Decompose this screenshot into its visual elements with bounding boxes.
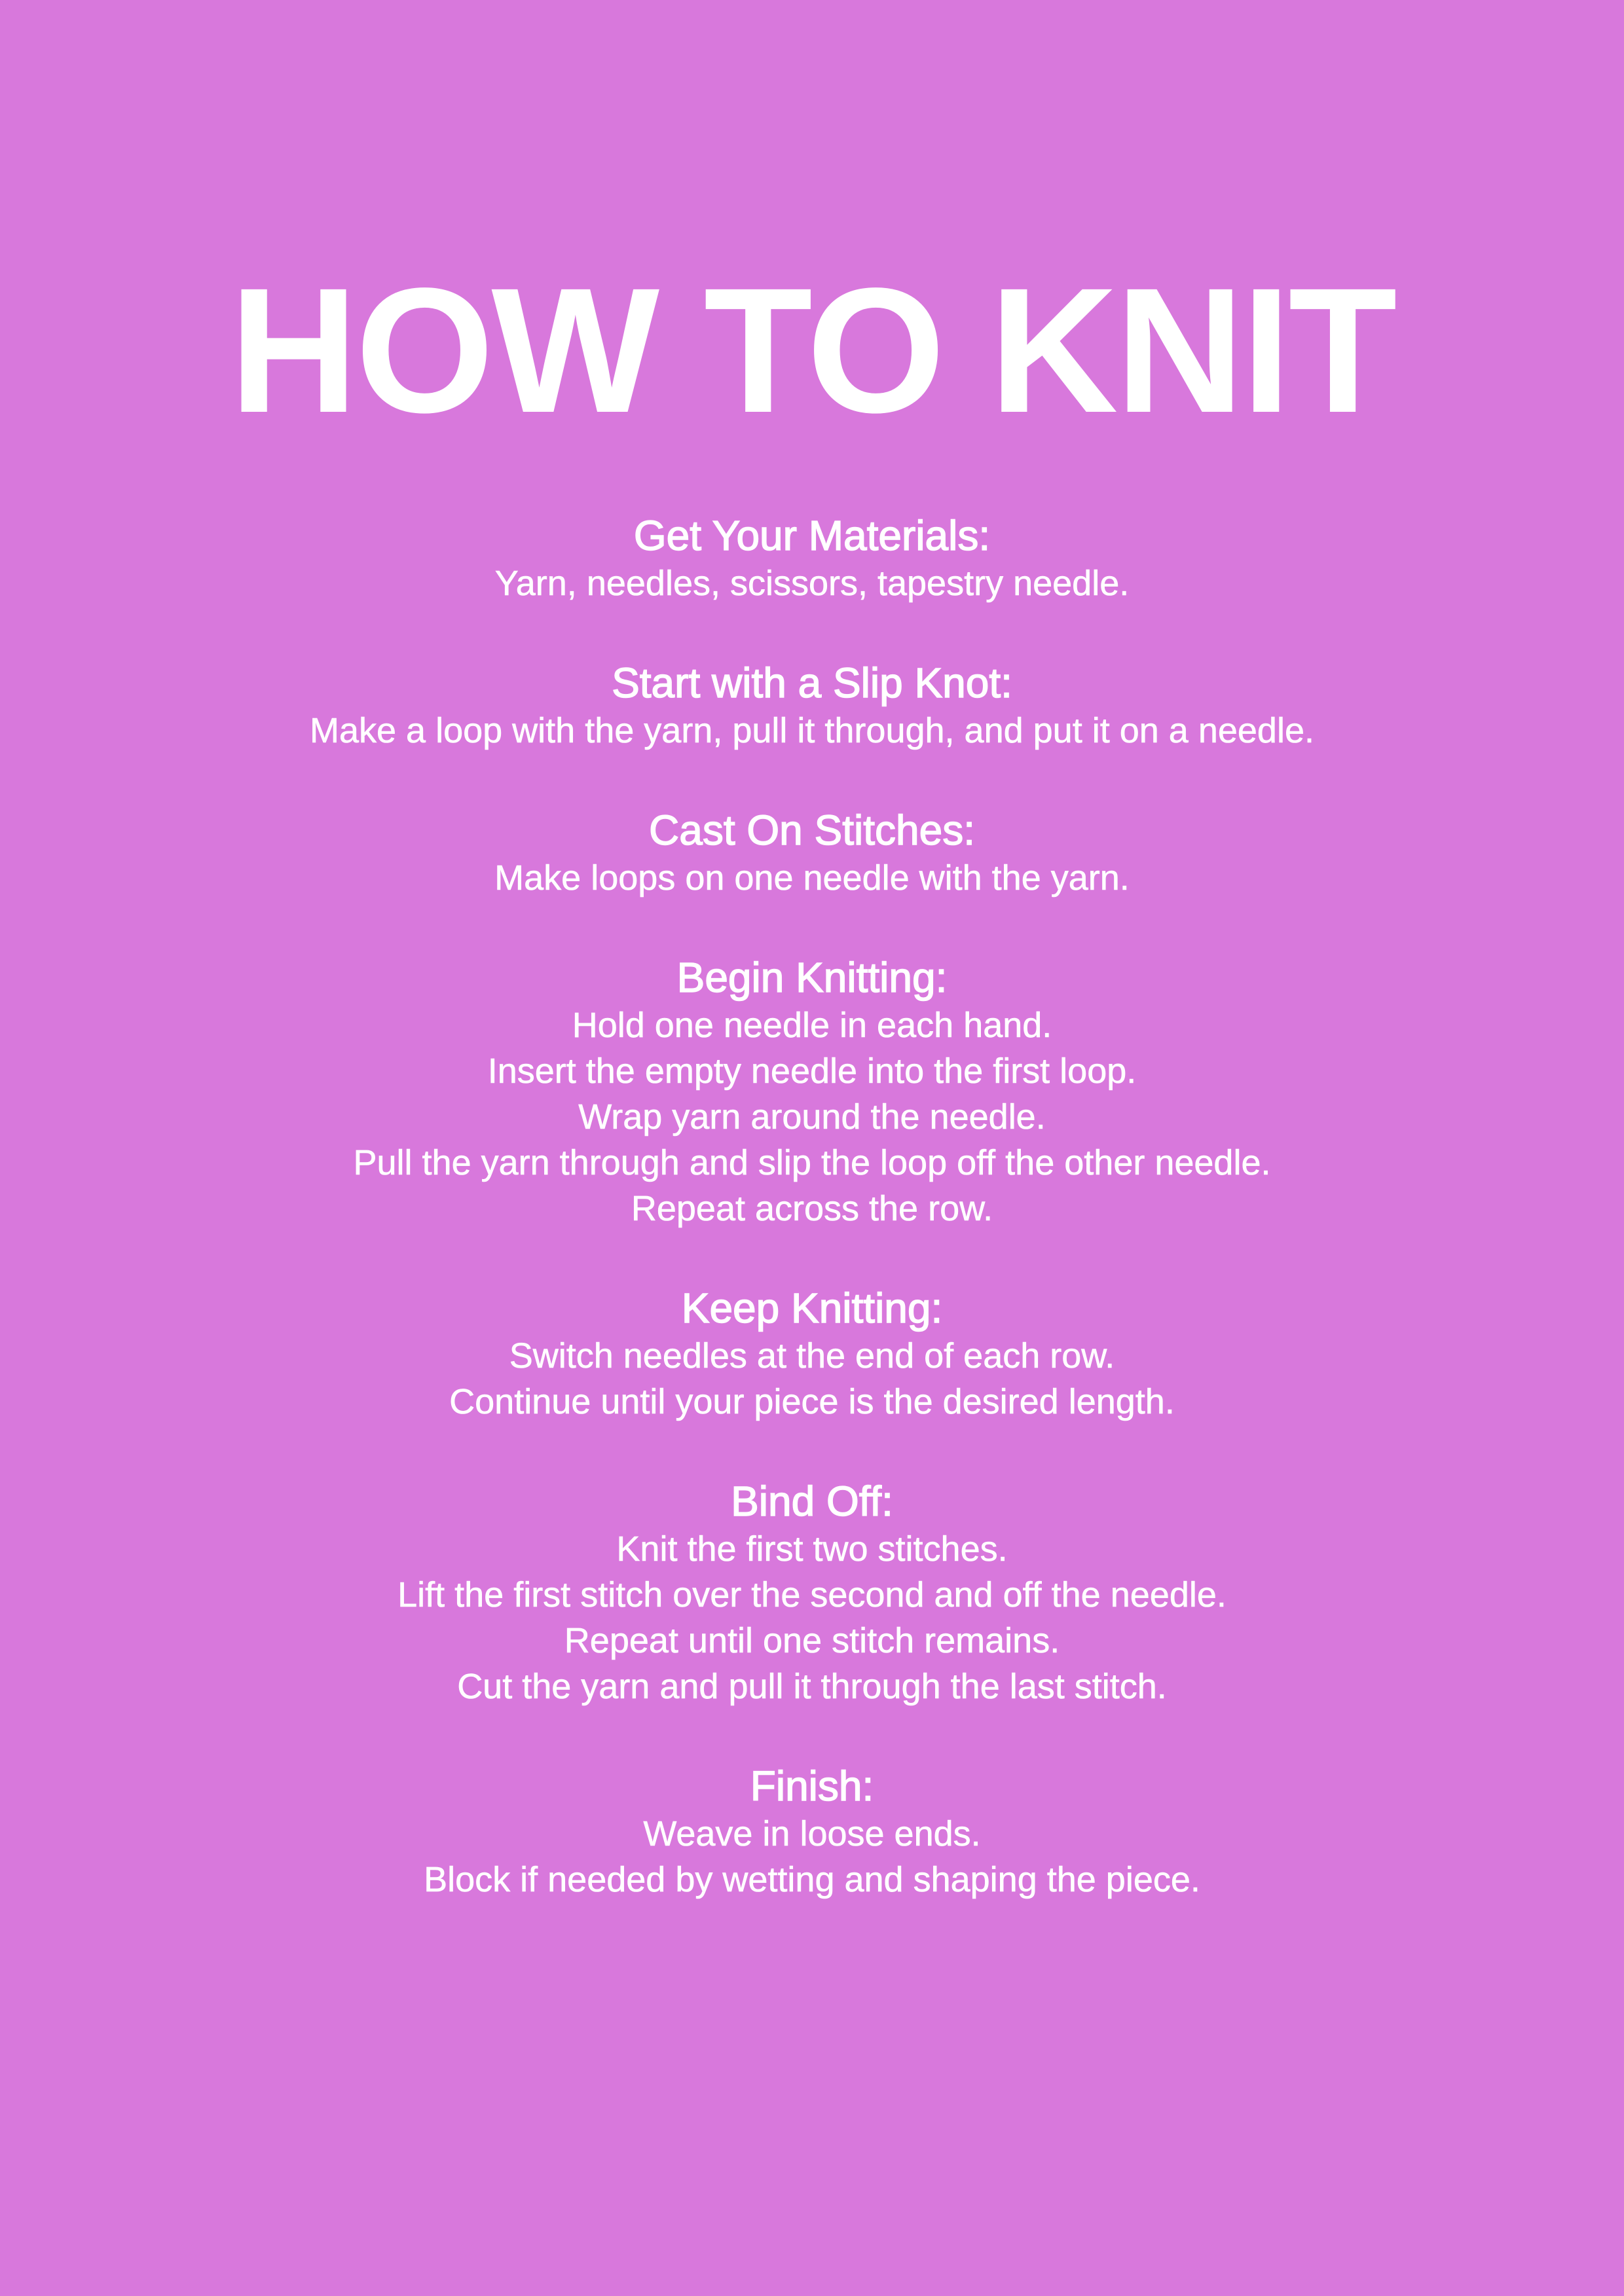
step-line: Block if needed by wetting and shaping the piece. bbox=[424, 1860, 1200, 1899]
step-line: Continue until your piece is the desired length. bbox=[449, 1382, 1175, 1421]
step-line: Repeat until one stitch remains. bbox=[564, 1621, 1060, 1660]
step-heading: Begin Knitting: bbox=[676, 954, 948, 1001]
step-line: Yarn, needles, scissors, tapestry needle. bbox=[494, 564, 1130, 603]
step-line: Hold one needle in each hand. bbox=[572, 1006, 1052, 1045]
step-line: Pull the yarn through and slip the loop off the other needle. bbox=[353, 1143, 1271, 1182]
step-line: Cut the yarn and pull it through the last stitch. bbox=[457, 1667, 1167, 1706]
step-get-materials bbox=[0, 511, 1624, 606]
step-line: Wrap yarn around the needle. bbox=[578, 1097, 1046, 1137]
step-begin-knitting bbox=[0, 953, 1624, 1231]
page-title: HOW TO KNIT bbox=[229, 251, 1395, 450]
step-heading: Cast On Stitches: bbox=[649, 807, 975, 854]
step-line: Make a loop with the yarn, pull it through, and put it on a needle. bbox=[310, 711, 1314, 750]
step-line: Lift the first stitch over the second and off the needle. bbox=[397, 1575, 1227, 1614]
step-bind-off bbox=[0, 1476, 1624, 1709]
step-line: Weave in loose ends. bbox=[643, 1814, 981, 1853]
step-line: Make loops on one needle with the yarn. bbox=[494, 858, 1130, 898]
step-heading: Keep Knitting: bbox=[681, 1285, 943, 1332]
step-line: Switch needles at the end of each row. bbox=[509, 1336, 1115, 1376]
step-line: Knit the first two stitches. bbox=[616, 1529, 1008, 1569]
step-cast-on bbox=[0, 805, 1624, 901]
step-heading: Finish: bbox=[750, 1762, 874, 1810]
steps-list bbox=[0, 511, 1624, 1954]
step-heading: Start with a Slip Knot: bbox=[612, 659, 1012, 706]
step-heading: Bind Off: bbox=[731, 1478, 893, 1525]
step-heading: Get Your Materials: bbox=[633, 512, 991, 559]
step-keep-knitting bbox=[0, 1283, 1624, 1425]
step-finish bbox=[0, 1761, 1624, 1903]
step-line: Insert the empty needle into the first loop. bbox=[487, 1051, 1137, 1091]
step-line: Repeat across the row. bbox=[631, 1189, 993, 1228]
step-slip-knot bbox=[0, 658, 1624, 754]
